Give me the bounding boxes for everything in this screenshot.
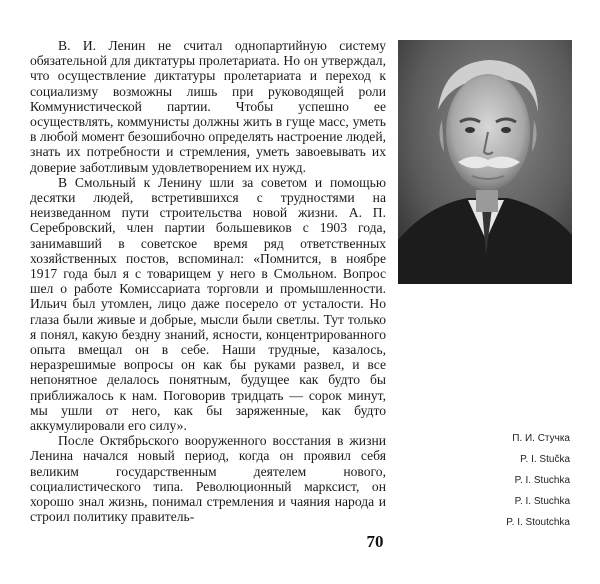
portrait-image — [398, 40, 572, 284]
paragraph: В. И. Ленин не считал однопартийную систему обязательной для диктатуры пролетариата. Но он утверждал, что осуществление диктатуры пролетариата и переход к социализму возможны лишь при руководящей роли Коммунистической партии. Чтобы успешно ее осуществлять, коммунисты должны жить в гуще масс, уметь в любой момент безошибочно определять настроение людей, знать их потребности и стремления, уметь завоевывать их доверие заботливым удовлетворением их нужд. — [30, 38, 386, 175]
paragraph: После Октябрьского вооруженного восстания в жизни Ленина начался новый период, когда он проявил себя великим государственным деятелем нового, социалистического типа. Революционный марксист, он хорошо знал жизнь, понимал стремления и чаяния народа и строил политику правитель- — [30, 433, 386, 525]
name-variant: P. I. Stoutchka — [506, 517, 570, 528]
page-number: 70 — [366, 532, 384, 551]
name-variant: П. И. Стучка — [512, 433, 570, 444]
paragraph: В Смольный к Ленину шли за советом и помощью десятки людей, встретившихся с трудностями на неизведанном пути строительства новой жизни. А. П. Серебровский, член партии большевиков с 1903 года, занимавший в советское время ряд ответственных хозяйственных постов, вспоминал: «Помнится, в ноябре 1917 года был я с товарищем у него в Смольном. Вопрос шел о работе Комиссариата торговли и промышленности. Ильич был утомлен, лицо даже посерело от усталости. Но глаза были живые и добрые, мысли были светлы. Тут только я понял, какую бездну знаний, ясности, концентрированного опыта вмещал он в себе. Наши трудные, казалось, неразрешимые вопросы он как бы руками развел, и все непонятное делалось понятным, будущее как будто бы приближалось к нам. Поговорив тридцать — сорок минут, мы ушли от него, как бы заряженные, как будто аккумулировали его силу». — [30, 174, 386, 434]
portrait-photo — [398, 40, 572, 284]
name-variants — [470, 428, 570, 533]
body-text — [30, 38, 386, 525]
name-variant: P. I. Stuchka — [514, 496, 570, 507]
name-variant: P. I. Stučka — [520, 454, 570, 465]
name-variant: P. I. Stuchka — [514, 475, 570, 486]
